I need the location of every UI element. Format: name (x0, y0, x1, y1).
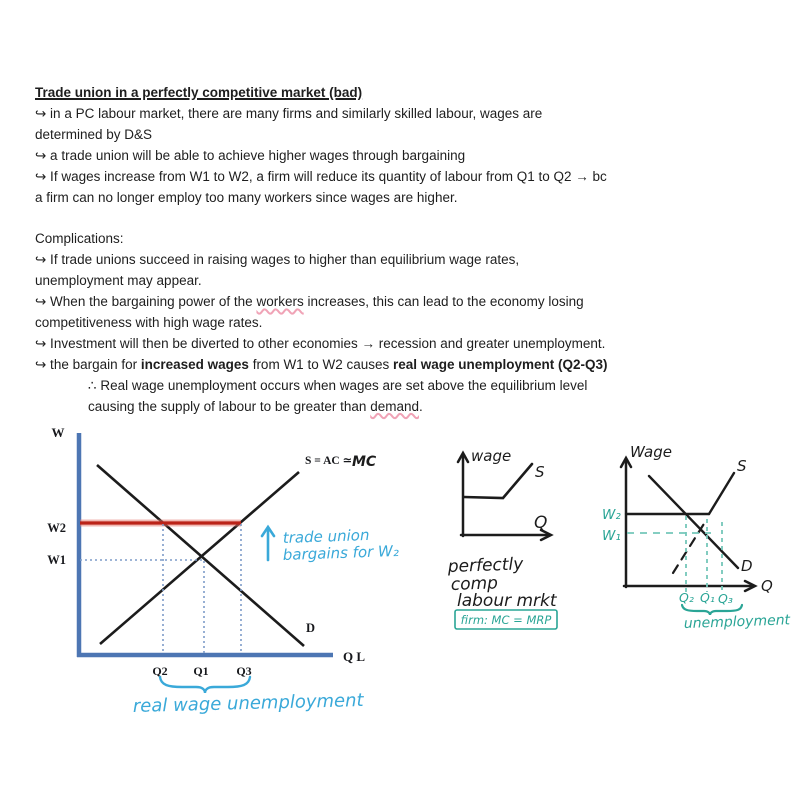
middle-caption-line1: perfectly (447, 554, 524, 577)
middle-diagram (446, 447, 557, 629)
complications-heading: Complications: (35, 231, 124, 247)
note-line: determined by D&S (35, 126, 153, 142)
note-segment: increases, this can lead to the economy losing (303, 294, 584, 310)
left-demand-label: D (306, 621, 316, 635)
middle-y-axis-label: wage (471, 447, 512, 465)
right-supply-curve (709, 473, 734, 514)
note-line: unemployment may appear. (35, 273, 202, 289)
right-demand-label: D (741, 557, 753, 575)
middle-supply-curve (464, 464, 532, 498)
bold-segment: real wage unemployment (Q2-Q3) (392, 356, 608, 372)
right-diagram (602, 443, 791, 632)
note-line: ↪ If trade unions succeed in raising wages to higher than equilibrium wage rates, (35, 252, 520, 268)
trade-union-annotation-line2: bargains for W₂ (282, 541, 400, 564)
right-q1-label: Q₁ (700, 590, 715, 605)
unemployment-label: unemployment (683, 612, 791, 632)
left-supply-label-handwritten: MC (352, 454, 377, 470)
right-y-axis-label: Wage (630, 443, 672, 461)
right-q2-label: Q₂ (679, 590, 694, 605)
spellcheck-word: demand (370, 398, 419, 414)
trade-union-arrow-icon (262, 527, 274, 560)
note-line: competitiveness with high wage rates. (35, 314, 263, 330)
note-line: ↪ in a PC labour market, there are many firms and similarly skilled labour, wages are (35, 105, 543, 121)
left-q3-label: Q3 (236, 664, 252, 678)
note-line: a firm can no longer employ too many workers since wages are higher. (35, 189, 458, 205)
right-x-axis-label: Q (761, 577, 773, 595)
note-line: ↪ Investment will then be diverted to other economies → recession and greater unemployment. (35, 335, 606, 351)
spellcheck-word: workers (256, 294, 304, 310)
note-line: ∴ Real wage unemployment occurs when wages are set above the equilibrium level (88, 377, 588, 393)
firm-rule-label: firm: MC = MRP (460, 613, 552, 627)
right-axes (621, 458, 755, 591)
middle-caption-line3: labour mrkt (457, 591, 557, 611)
real-wage-brace (160, 677, 250, 693)
left-y-axis-label: W (51, 425, 65, 440)
note-segment: ↪ When the bargaining power of the (35, 294, 257, 310)
note-segment: from W1 to W2 causes (248, 356, 393, 372)
right-supply-dashed-segment (673, 519, 707, 573)
left-q1-label: Q1 (193, 664, 209, 678)
note-line: ↪ If wages increase from W1 to W2, a firm will reduce its quantity of labour from Q1 to Q2 → bc (35, 168, 607, 184)
right-w2-label: W₂ (602, 507, 621, 523)
middle-x-axis-label: Q (534, 513, 548, 533)
page-title: Trade union in a perfectly competitive market (bad) (35, 85, 363, 100)
left-x-axis-label: Q L (343, 649, 366, 664)
trade-union-annotation-line1: trade union (282, 525, 370, 547)
left-w1-label: W1 (47, 553, 66, 567)
note-segment: . (419, 398, 423, 414)
right-q3-label: Q₃ (718, 591, 733, 606)
note-segment: ↪ the bargain for (35, 356, 141, 372)
middle-supply-label: S (535, 463, 545, 481)
left-q2-label: Q2 (152, 664, 168, 678)
left-supply-label: S = AC ≃ (305, 455, 353, 467)
note-line: ↪ a trade union will be able to achieve higher wages through bargaining (35, 147, 466, 163)
left-diagram (47, 425, 399, 717)
note-segment: causing the supply of labour to be greater than (88, 398, 371, 414)
right-supply-label: S (737, 457, 747, 475)
left-w2-label: W2 (47, 521, 66, 535)
right-w1-label: W₁ (602, 528, 621, 544)
bold-segment: increased wages (140, 356, 249, 372)
real-wage-unemployment-label: real wage unemployment (132, 689, 364, 717)
middle-caption-line2: comp (450, 573, 499, 595)
